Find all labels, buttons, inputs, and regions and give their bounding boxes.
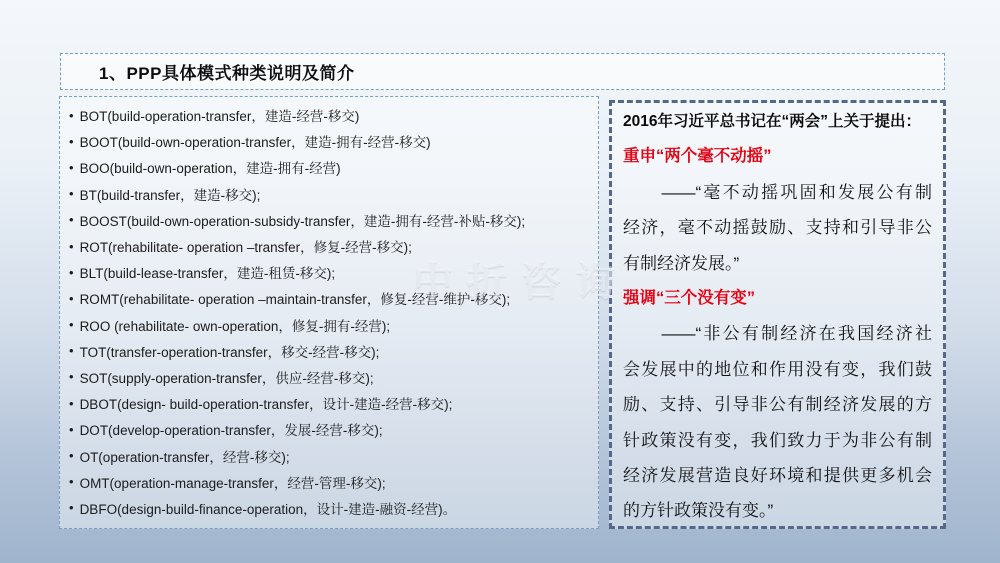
quote-line: 经济发展营造良好环境和提供更多机会 [623,465,932,485]
bullet-icon: • [69,133,74,149]
list-item-text: OMT(operation-manage-transfer，经营-管理-移交); [79,475,386,491]
bullet-icon: • [69,238,74,254]
bullet-icon: • [69,474,74,490]
list-item-text: TOT(transfer-operation-transfer，移交-经营-移交); [79,344,380,360]
list-item [69,442,594,468]
list-item-text: OT(operation-transfer，经营-移交); [79,449,290,465]
quote-line: 励、支持、引导非公有制经济发展的方 [623,395,932,415]
quote-line: 的方针政策没有变。” [623,501,774,521]
list-item [69,390,594,416]
list-item [69,416,594,442]
list-item-text: BLT(build-lease-transfer，建造-租赁-移交); [79,266,336,282]
page-title: 1、PPP具体模式种类说明及简介 [99,64,355,83]
list-item-text: SOT(supply-operation-transfer，供应-经营-移交); [79,370,374,386]
list-item [69,312,594,338]
list-item-text: BOOT(build-own-operation-transfer，建造-拥有-经营-移交) [79,135,431,151]
bullet-icon: • [69,212,74,228]
list-item-text: DBOT(design- build-operation-transfer，设计-建造-经营-移交); [79,397,453,413]
quote-line: ——“非公有制经济在我国经济社 [623,324,932,344]
list-item [69,102,594,128]
bullet-icon: • [69,186,74,202]
quote-line: 有制经济发展。” [623,253,740,273]
list-item-text: BOOST(build-own-operation-subsidy-transfer，建造-拥有-经营-补贴-移交); [79,213,526,229]
bullet-icon: • [69,290,74,306]
quote-line: 会发展中的地位和作用没有变，我们鼓 [623,359,932,379]
watermark: 中折咨询 [413,260,629,304]
list-item-text: ROT(rehabilitate- operation –transfer，修复-经营-移交); [79,240,412,256]
quote-line: 强调“三个没有变” [623,288,755,307]
list-item [69,495,594,521]
list-item [69,338,594,364]
bullet-icon: • [69,395,74,411]
list-item-text: DBFO(design-build-finance-operation，设计-建造-融资-经营)。 [79,501,457,517]
list-item [69,128,594,154]
list-item-text: ROO (rehabilitate- own-operation，修复-拥有-经营); [79,318,391,334]
quote-line: 2016年习近平总书记在“两会”上关于提出： [623,113,921,130]
list-item [69,181,594,207]
bullet-icon: • [69,264,74,280]
quote-line: 经济，毫不动摇鼓励、支持和引导非公 [623,218,932,238]
list-item [69,285,594,311]
list-item [69,207,594,233]
list-item [69,469,594,495]
bullet-icon: • [69,421,74,437]
bullet-icon: • [69,500,74,516]
bullet-icon: • [69,317,74,333]
quote-lines [623,104,932,529]
list-item-text: ROMT(rehabilitate- operation –maintain-transfer，修复-经营-维护-移交); [79,292,511,308]
ppp-model-list [69,102,594,521]
list-item [69,233,594,259]
bullet-icon: • [69,159,74,175]
bullet-icon: • [69,107,74,123]
list-item-text: BOO(build-own-operation，建造-拥有-经营) [79,161,341,177]
list-item-text: BOT(build-operation-transfer，建造-经营-移交) [79,109,360,125]
bullet-icon: • [69,343,74,359]
title-box [60,53,945,90]
quote-panel [609,100,946,529]
quote-line: 针政策没有变，我们致力于为非公有制 [623,430,932,450]
list-item-text: BT(build-transfer，建造-移交); [79,187,261,203]
quote-line: ——“毫不动摇巩固和发展公有制 [623,182,932,202]
list-item [69,154,594,180]
bullet-icon: • [69,369,74,385]
list-item [69,259,594,285]
quote-line: 重申“两个毫不动摇” [623,147,772,166]
list-item-text: DOT(develop-operation-transfer，发展-经营-移交); [79,423,383,439]
bullet-icon: • [69,448,74,464]
ppp-model-list-panel [59,96,599,529]
list-item [69,364,594,390]
